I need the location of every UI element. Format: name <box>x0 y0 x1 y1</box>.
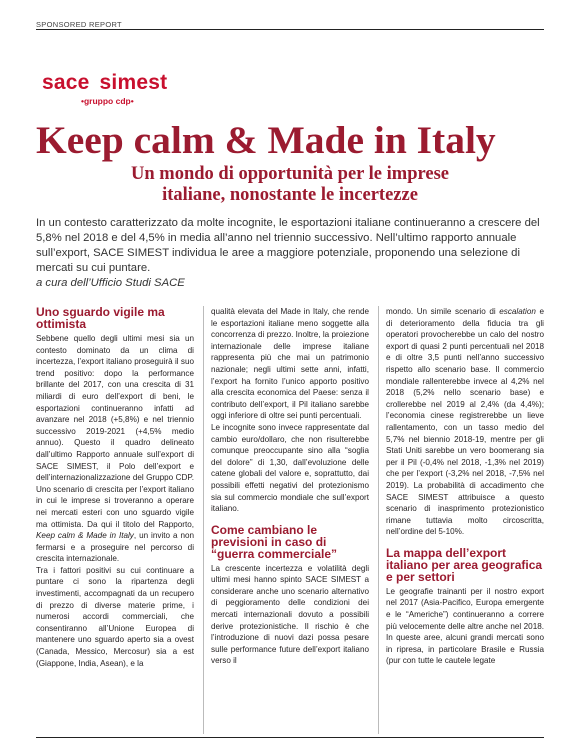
subtitle-line-1: Un mondo di opportunità per le imprese <box>131 164 449 184</box>
subtitle-line-2: italiane, nonostante le incertezze <box>162 185 418 205</box>
column-divider-1 <box>203 306 204 734</box>
col1-paragraph-2: Tra i fattori positivi su cui continuare a puntare ci sono la ripartenza degli investimenti, accompagnati da un recupero di prezzo di diverse materie prime, i numerosi accordi commerciali, che consentiranno all’Unione Europea di mantenere uno sguardo aperto sia a ovest (Canada, Messico, Mercosur) sia a est (Giappone, India, Asean), e la <box>36 565 194 668</box>
article-lead <box>36 216 544 291</box>
section-heading-guerra-commerciale: Come cambiano le previsioni in caso di “guerra commerciale” <box>211 522 338 561</box>
col1-p1-end: , un invito a non fermarsi e a proseguire nel percorso di crescita internazionale. <box>36 531 194 564</box>
report-title-italic: Keep calm & Made in Italy <box>36 531 134 541</box>
col2-paragraph-2: Le incognite sono invece rappresentate dal cambio euro/dollaro, che non risulterebbe comunque preoccupante sino alla “soglia del dolore” di 1,30, dall’evoluzione delle catene globali del valore e, soprattutto, dai possibili effetti negativi del protezionismo sia sul commercio mondiale che sull’export italiano. <box>211 422 369 514</box>
col2-paragraph-3: La crescente incertezza e volatilità degli ultimi mesi hanno spinto SACE SIMEST a considerare anche uno scenario alternativo di peggioramento delle condizioni dei mercati internazionali dovuto a possibili derive protezionistiche. Il rischio è che l’introduzione di nuovi dazi possa pesare sulle performance future dell’export italiano verso il <box>211 563 369 666</box>
lead-author: a cura dell’Ufficio Studi SACE <box>36 277 185 289</box>
sponsored-label: SPONSORED REPORT <box>36 20 122 29</box>
col1-paragraph-1 <box>36 333 194 565</box>
bottom-divider <box>36 737 544 738</box>
col2-paragraph-1: qualità elevata del Made in Italy, che rende le esportazioni italiane meno soggette alla concorrenza di prezzo. Inoltre, la proiezione internazionale delle imprese italiane rappresenta più che mai un patrimonio nazionale; negli ultimi sette anni, infatti, l’export ha fornito l’unico apporto positivo alla crescita economica del Paese: senza il contributo dell’export, il Pil italiano sarebbe oggi inferiore di oltre sei punti percentuali. <box>211 307 369 421</box>
column-divider-2 <box>378 306 379 734</box>
column-1 <box>36 306 194 669</box>
section-heading-uno-sguardo: Uno sguardo vigile ma ottimista <box>36 305 165 331</box>
article-subtitle <box>36 164 544 206</box>
logo-word-sace: sace <box>42 71 90 94</box>
section-heading-mappa-export: La mappa dell’export italiano per area geografica e per settori <box>386 545 543 584</box>
logo-group-label: •gruppo cdp• <box>81 96 134 106</box>
col3-paragraph-1 <box>386 306 544 538</box>
column-3 <box>386 306 544 667</box>
top-divider <box>36 29 544 30</box>
column-2 <box>211 306 369 667</box>
col3-p1-start: mondo. Un simile scenario di <box>386 307 496 316</box>
col3-paragraph-2: Le geografie trainanti per il nostro export nel 2017 (Asia-Pacifico, Europa emergente e le “Americhe”) continueranno a correre più velocemente delle altre anche nel 2018. In queste aree, alcuni grandi mercati sono in ripresa, in particolare Brasile e Russia (pur con tutte le cautele legate <box>386 586 544 666</box>
col3-p1-end: e di deterioramento della fiducia tra gli operatori provocherebbe un calo del nostro export di quasi 2 punti percentuali nel 2018 e di oltre 3,5 punti nell’anno successivo rispetto allo scenario base. Il commercio mondiale rallenterebbe invece al 4,2% nel 2018 (5,2% nello scenario base) e crollerebbe nel 2019 al 2,4% (da 4,4%); l’economia cinese registrerebbe un lieve rallentamento, con un tasso medio del 5,7% nel biennio 2018-19, mentre per gli Stati Uniti sarebbe un vero boomerang sia per il Pil (-0,4% nel 2018, -1,3% nel 2019) che per l’export (-3,2% nel 2018, -7,5% nel 2019). La probabilità di accadimento che SACE SIMEST attribuisce a questo scenario di inasprimento protezionistico rimane tuttavia molto circoscritta, nell’ordine del 5-10%. <box>386 307 544 537</box>
lead-text: In un contesto caratterizzato da molte incognite, le esportazioni italiane continueranno a crescere del 5,8% nel 2018 e del 4,5% in media all’anno nel triennio successivo. Nell’ultimo rapporto annuale sull’export, SACE SIMEST individua le aree a maggiore potenziale, proponendo una selezione di mercati su cui puntare. <box>36 217 540 274</box>
col1-p1-text: Sebbene quello degli ultimi mesi sia un contesto dominato da un clima di incertezza, l’export italiano proseguirà il suo trend positivo: dopo la performance brillante del 2017, con una crescita di 31 miliardi di euro dell’export di beni, le esportazioni continueranno infatti ad avanzare nel 2018 (+5,8%) e nel triennio successivo 2019-2021 (+4,5% medio annuo). Questo il quadro delineato dall’ultimo Rapporto annuale sull’export di SACE SIMEST, il Polo dell’export e dell’internazionalizzazione del Gruppo CDP. Uno scenario di crescita per l’export italiano in cui le imprese si troveranno a operare nei mercati esteri con uno sguardo vigile ma ottimista. Da qui il titolo del Rapporto, <box>36 334 194 529</box>
article-title: Keep calm & Made in Italy <box>36 118 496 162</box>
logo-word-simest: simest <box>99 71 168 94</box>
escalation-italic: escalation <box>499 307 536 316</box>
sace-simest-logo <box>42 72 177 106</box>
logo-wordmark <box>42 72 177 94</box>
